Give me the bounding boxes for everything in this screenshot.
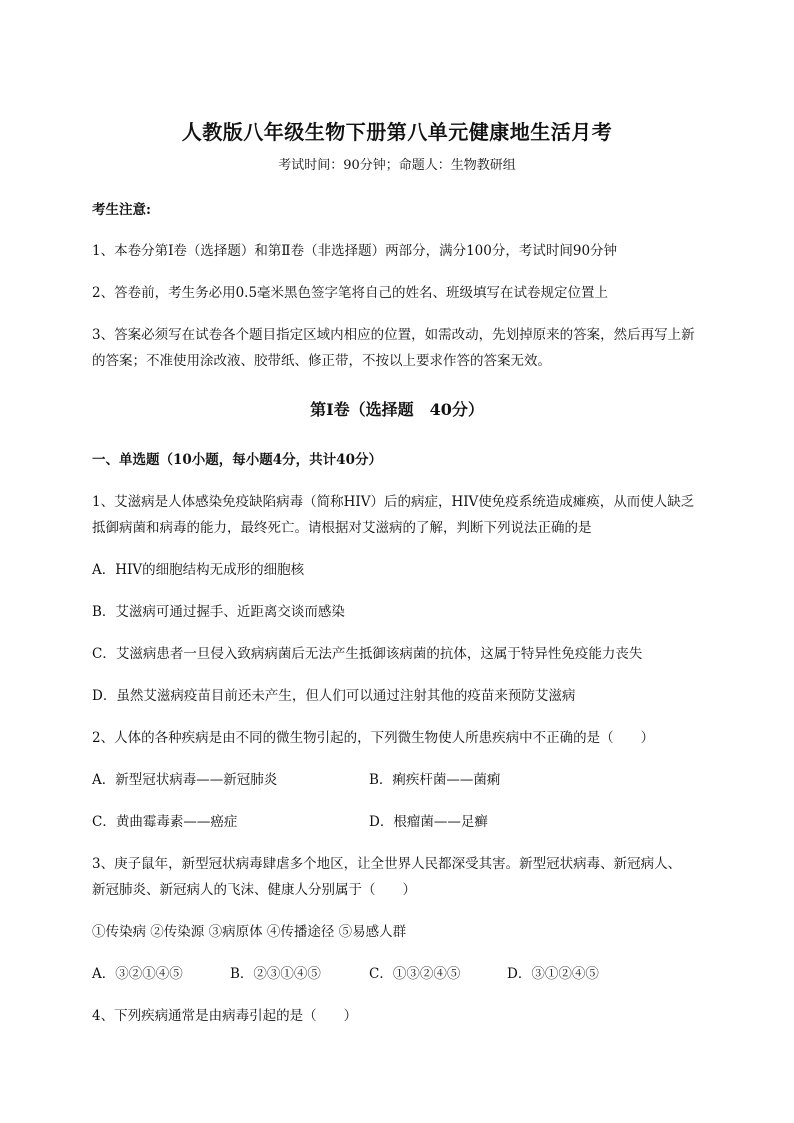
question-1-stem-line-2: 抵御病菌和病毒的能力，最终死亡。请根据对艾滋病的了解，判断下列说法正确的是 (92, 520, 592, 536)
question-2-stem: 2、人体的各种疾病是由不同的微生物引起的，下列微生物使人所患疾病中不正确的是（ ） (92, 730, 655, 746)
exam-title: 人教版八年级生物下册第八单元健康地生活月考 (181, 120, 613, 144)
question-1-stem-line-1: 1、艾滋病是人体感染免疫缺陷病毒（简称HIV）后的病症，HIV使免疫系统造成瘫痪，从而使人缺乏 (92, 494, 695, 510)
question-2-option-c: C．黄曲霉毒素——癌症 (92, 814, 238, 830)
question-1-option-d: D．虽然艾滋病疫苗目前还未产生，但人们可以通过注射其他的疫苗来预防艾滋病 (92, 688, 576, 704)
question-4-stem: 4、下列疾病通常是由病毒引起的是（ ） (92, 1008, 358, 1024)
question-3-stem-line-1: 3、庚子鼠年，新型冠状病毒肆虐多个地区，让全世界人民都深受其害。新型冠状病毒、新冠病人、 (92, 856, 682, 872)
notice-item-3-line-2: 的答案；不准使用涂改液、胶带纸、修正带，不按以上要求作答的答案无效。 (92, 353, 551, 369)
notice-item-1: 1、本卷分第Ⅰ卷（选择题）和第Ⅱ卷（非选择题）两部分，满分100分，考试时间90分钟 (92, 243, 618, 259)
question-3-option-d: D．③①②④⑤ (507, 966, 599, 982)
question-3-option-c: C．①③②④⑤ (369, 966, 461, 982)
notice-heading: 考生注意: (92, 202, 151, 218)
exam-subtitle: 考试时间：90分钟；命题人：生物教研组 (278, 158, 516, 173)
question-3-items: ①传染病 ②传染源 ③病原体 ④传播途径 ⑤易感人群 (92, 924, 407, 940)
part-heading: 一、单选题（10小题，每小题4分，共计40分） (92, 452, 382, 468)
question-1-option-c: C．艾滋病患者一旦侵入致病病菌后无法产生抵御该病菌的抗体，这属于特异性免疫能力丧失 (92, 646, 643, 662)
notice-item-2: 2、答卷前，考生务必用0.5毫米黑色签字笔将自己的姓名、班级填写在试卷规定位置上 (92, 285, 609, 301)
notice-item-3-line-1: 3、答案必须写在试卷各个题目指定区域内相应的位置，如需改动，先划掉原来的答案，然后再写上新 (92, 327, 695, 343)
question-1-option-a: A．HIV的细胞结构无成形的细胞核 (92, 562, 305, 578)
section-title: 第Ⅰ卷（选择题 40分） (310, 400, 484, 419)
question-3-option-a: A．③②①④⑤ (92, 966, 183, 982)
question-2-option-a: A．新型冠状病毒——新冠肺炎 (92, 772, 278, 788)
question-2-option-b: B．痢疾杆菌——菌痢 (369, 772, 501, 788)
question-2-option-d: D．根瘤菌——足癣 (369, 814, 488, 830)
question-1-option-b: B．艾滋病可通过握手、近距离交谈而感染 (92, 604, 345, 620)
question-3-stem-line-2: 新冠肺炎、新冠病人的飞沫、健康人分别属于（ ） (92, 882, 416, 898)
question-3-option-b: B．②③①④⑤ (230, 966, 321, 982)
